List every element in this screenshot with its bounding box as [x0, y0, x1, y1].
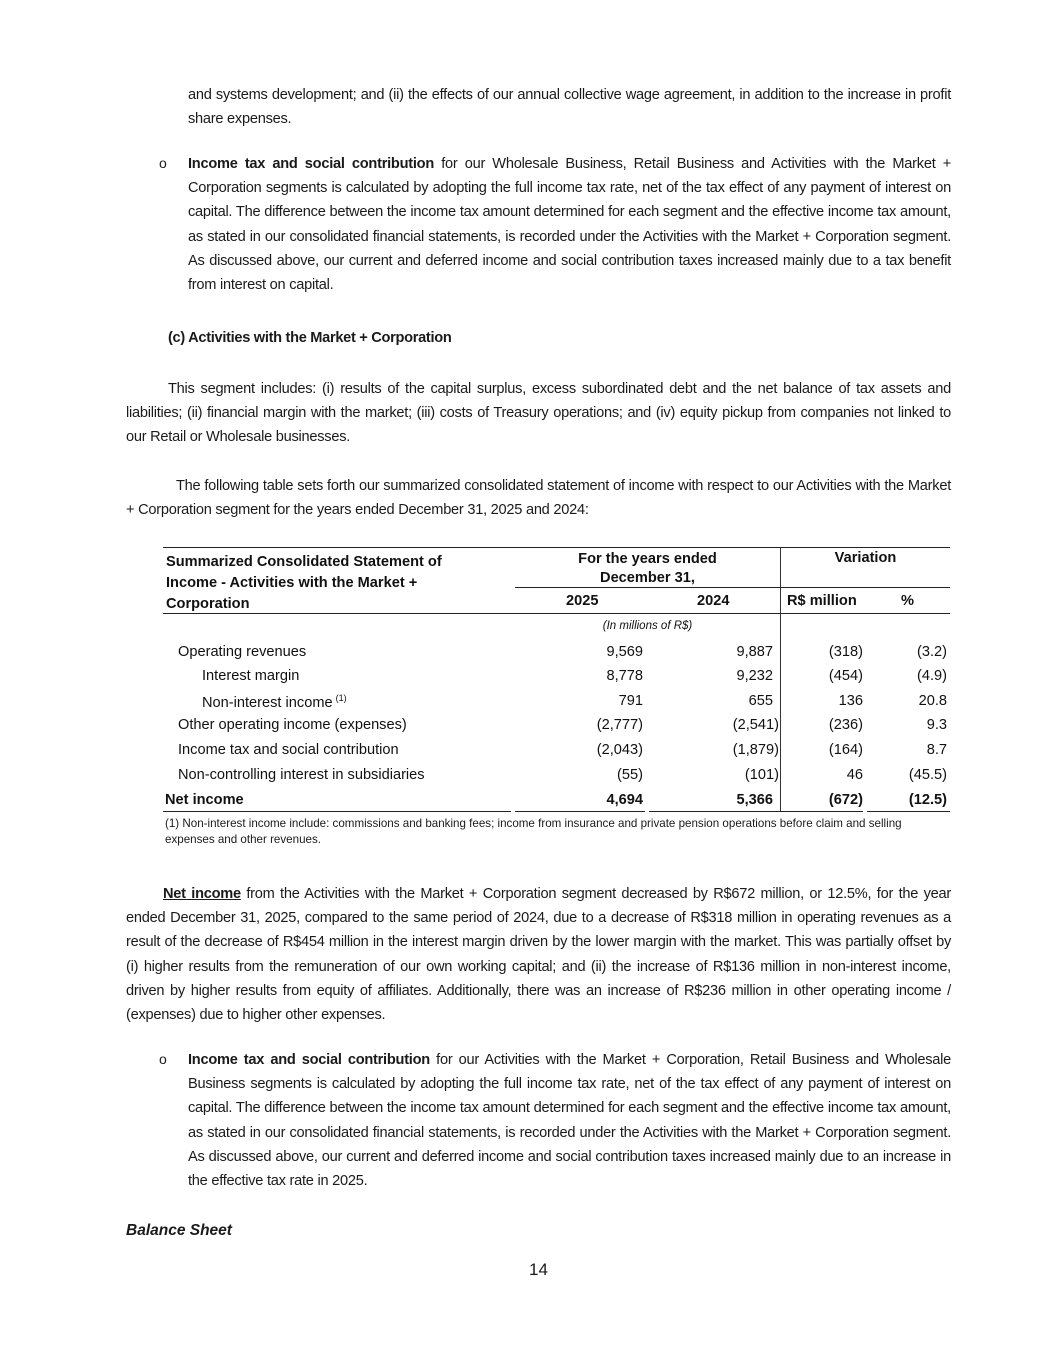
table-title: Summarized Consolidated Statement of Income - Activities with the Market + Corporation — [166, 554, 442, 612]
section-heading: (c) Activities with the Market + Corporation — [168, 330, 452, 346]
cell-pct: (4.9) — [916, 668, 947, 684]
col-header-rs-million: R$ million — [787, 593, 857, 609]
col-header-pct: % — [901, 593, 914, 609]
table-top-rule — [163, 547, 950, 548]
row-label: Operating revenues — [178, 644, 307, 660]
bullet-bold-lead: Income tax and social contribution — [188, 1052, 430, 1068]
continuation-paragraph: and systems development; and (ii) the effects of our annual collective wage agreement, in addition to the increase in profit share expenses. — [188, 87, 951, 128]
cell-variation: (236) — [828, 717, 863, 733]
cell-2025: (55) — [617, 767, 643, 783]
cell-variation: 46 — [846, 767, 863, 783]
table-footnote: (1) Non-interest income include: commissions and banking fees; income from insurance and private pension operations before claim and selling expenses and other revenues. — [165, 817, 902, 846]
row-label-net-income: Net income — [165, 792, 244, 808]
row-label: Income tax and social contribution — [178, 742, 399, 758]
variation-header: Variation — [834, 550, 897, 566]
cell-pct: 9.3 — [926, 717, 947, 733]
cell-2024: (101) — [744, 767, 779, 783]
net-income-lead: Net income — [163, 886, 241, 902]
cell-variation: (454) — [828, 668, 863, 684]
row-label: Non-controlling interest in subsidiaries — [178, 767, 425, 783]
cell-pct: 8.7 — [926, 742, 947, 758]
cell-2024: (1,879) — [732, 742, 779, 758]
cell-2025: 4,694 — [606, 792, 643, 808]
cell-2025: (2,043) — [596, 742, 643, 758]
net-income-rule-label — [163, 811, 511, 812]
cell-variation: (164) — [828, 742, 863, 758]
segment-description-paragraph: This segment includes: (i) results of the capital surplus, excess subordinated debt and the net balance of tax assets and liabilities; (ii) financial margin with the market; (iii) costs of Treasury operations; and (iv) equity pickup from companies not linked to our Retail or Wholesale businesses. — [126, 381, 951, 446]
row-label: Non-interest income $^{(1)}$ — [202, 693, 347, 711]
net-income-rule-2024-var — [649, 811, 863, 812]
col-header-2025: 2025 — [566, 593, 599, 609]
cell-pct: (3.2) — [916, 644, 947, 660]
variation-divider — [780, 547, 781, 811]
footnote-ref: (1) — [335, 693, 347, 703]
unit-note: (In millions of R$) — [602, 620, 693, 632]
cell-2024: (2,541) — [732, 717, 779, 733]
balance-sheet-heading: Balance Sheet — [126, 1222, 232, 1239]
cell-pct: (45.5) — [908, 767, 947, 783]
net-income-rule-pct — [867, 811, 950, 812]
row-label: Other operating income (expenses) — [178, 717, 407, 733]
cell-variation: (318) — [828, 644, 863, 660]
cell-variation: 136 — [838, 693, 863, 709]
income-tax-bullet-2: Income tax and social contribution for our Activities with the Market + Corporation, Retail Business and Wholesale Business segments is calculated by adopting the full income tax rate, net of the tax effect of any payment of interest on capital. The difference between the income tax amount determined for each segment and the effective income tax amount, as stated in our consolidated financial statements, is recorded under the Activities with the Market + Corporation segment. As discussed above, our current and deferred income and social contribution taxes increased mainly due to an increase in the effective tax rate in 2025. — [188, 1052, 951, 1190]
period-header: For the years ended December 31, — [578, 551, 717, 586]
cell-2025: 8,778 — [606, 668, 643, 684]
cell-2024: 9,232 — [736, 668, 773, 684]
cell-2024: 9,887 — [736, 644, 773, 660]
page-number: 14 — [529, 1260, 548, 1279]
cell-pct: 20.8 — [918, 693, 947, 709]
cell-variation: (672) — [828, 792, 863, 808]
net-income-paragraph: Net income from the Activities with the Market + Corporation segment decreased by R$672 million, or 12.5%, for the year ended December 31, 2025, compared to the same period of 2024, due to a decrease of R$318 million in operating revenues as a result of the decrease of R$454 million in the interest margin driven by the lower margin with the market. This was partially offset by (i) higher results from the remuneration of our own working capital; and (ii) the increase of R$136 million in non-interest income, driven by higher results from equity of affiliates. Additionally, there was an increase of R$236 million in other operating income / (expenses) due to higher other expenses. — [126, 886, 951, 1024]
bullet-marker: o — [159, 155, 167, 171]
cell-pct: (12.5) — [908, 792, 947, 808]
income-tax-bullet-1: Income tax and social contribution for our Wholesale Business, Retail Business and Activities with the Market + Corporation segments is calculated by adopting the full income tax rate, net of the tax effect of any payment of interest on capital. The difference between the income tax amount determined for each segment and the effective income tax amount, as stated in our consolidated financial statements, is recorded under the Activities with the Market + Corporation segment. As discussed above, our current and deferred income and social contribution taxes increased mainly due to a tax benefit from interest on capital. — [188, 156, 951, 294]
cell-2025: (2,777) — [596, 717, 643, 733]
col-header-2024: 2024 — [697, 593, 730, 609]
table-intro-paragraph: The following table sets forth our summarized consolidated statement of income with respect to our Activities with the Market + Corporation segment for the years ended December 31, 2025 and 2024: — [126, 478, 951, 519]
net-income-rule-2025 — [515, 811, 645, 812]
cell-2024: 655 — [748, 693, 773, 709]
bullet-bold-lead: Income tax and social contribution — [188, 156, 435, 172]
cell-2024: 5,366 — [736, 792, 773, 808]
row-label: Interest margin — [202, 668, 300, 684]
bullet-marker: o — [159, 1051, 167, 1067]
cell-2025: 9,569 — [606, 644, 643, 660]
cell-2025: 791 — [618, 693, 643, 709]
